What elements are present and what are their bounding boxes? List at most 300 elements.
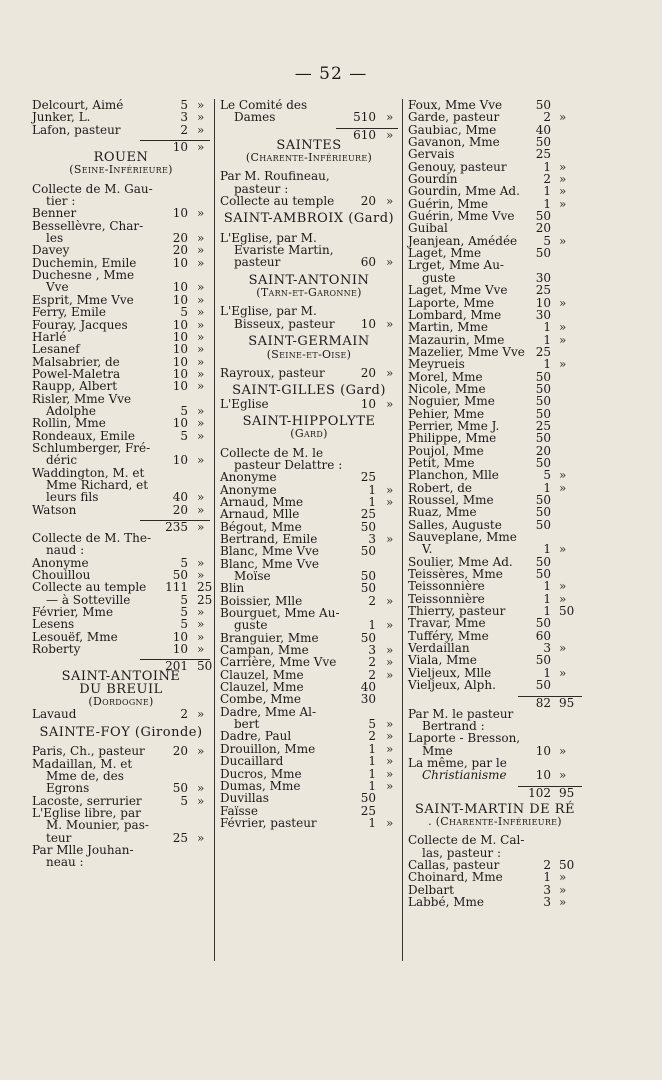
amount-centimes: » (559, 233, 567, 248)
donor-entry-continuation (32, 819, 210, 831)
amount-francs: 1 (368, 778, 376, 793)
amount-centimes: » (386, 593, 394, 608)
amount-centimes: 50 (559, 604, 575, 619)
amount-centimes: » (386, 316, 394, 331)
amount-francs: 10 (172, 280, 188, 295)
donor-entry (32, 643, 210, 655)
donor-name: Egrons (46, 781, 90, 796)
donor-name: Esprit, Mme Vve (32, 292, 134, 307)
donor-name: Faïsse (220, 803, 258, 818)
donor-entry (408, 708, 582, 720)
page-number: — 52 — (294, 64, 368, 84)
section-heading: SAINTE-FOY (Gironde) (39, 724, 203, 740)
donor-entry (408, 222, 582, 234)
donor-name: Blanc, Mme Vve (220, 556, 320, 571)
donor-entry-continuation (32, 281, 210, 293)
donor-name: Davey (32, 243, 70, 258)
amount-francs: 5 (543, 468, 551, 483)
donor-name: leurs fils (46, 490, 99, 505)
subtotal (408, 692, 582, 708)
donor-name: Martin, Mme (408, 320, 488, 335)
donor-name: Perrier, Mme J. (408, 418, 500, 433)
donor-entry (408, 469, 582, 481)
donor-name: Roberty (32, 642, 81, 657)
amount-francs: 50 (535, 209, 551, 224)
donor-entry (32, 708, 210, 720)
donor-name: Powel-Maletra (32, 366, 121, 381)
amount-francs: 3 (368, 643, 376, 658)
amount-centimes: » (386, 194, 394, 209)
donor-name: Boissier, Mlle (220, 593, 303, 608)
donor-entry (408, 284, 582, 296)
donor-name: Planchon, Mlle (408, 468, 499, 483)
donor-name: Lafon, pasteur (32, 122, 121, 137)
donor-name: Blanc, Mme Vve (220, 544, 320, 559)
amount-francs: 25 (535, 147, 551, 162)
donor-entry (220, 508, 398, 520)
amount-centimes: » (559, 468, 567, 483)
donor-entry (32, 244, 210, 256)
donor-name: Vve (46, 280, 69, 295)
donor-name: Duvillas (220, 791, 269, 806)
donor-name: Par M. le pasteur (408, 706, 514, 721)
donor-name: Lrget, Mme Au- (408, 258, 504, 273)
amount-francs: 50 (535, 406, 551, 421)
subtotal-centimes: » (197, 520, 205, 534)
subtotal (408, 782, 582, 798)
donor-entry (32, 417, 210, 429)
amount-francs: 5 (180, 793, 188, 808)
column-middle (220, 99, 398, 829)
donor-name: Ducaillard (220, 754, 284, 769)
amount-centimes: » (559, 159, 567, 174)
donor-name: Le Comité des (220, 98, 308, 112)
donor-name: Tufféry, Mme (408, 628, 489, 643)
amount-francs: 1 (368, 766, 376, 781)
amount-francs: 60 (360, 255, 376, 270)
donor-name: Anonyme (220, 482, 277, 497)
donor-name: Par Mlle Jouhan- (32, 842, 134, 857)
donor-name: Laporte - Bresson, (408, 731, 521, 746)
amount-centimes: 25 (197, 592, 213, 607)
amount-francs: 1 (368, 494, 376, 509)
amount-centimes: » (197, 428, 205, 443)
donor-name: Collecte de M. Cal- (408, 833, 525, 848)
donor-name: Pehier, Mme (408, 406, 485, 421)
amount-centimes: » (559, 184, 567, 199)
donor-name: Petit, Mme (408, 455, 475, 470)
amount-francs: 20 (535, 443, 551, 458)
amount-centimes: » (197, 642, 205, 657)
subtotal (32, 655, 213, 674)
donor-name: Verdaillan (408, 641, 470, 656)
donor-name: Guérin, Mme Vve (408, 209, 515, 224)
amount-francs: 5 (180, 403, 188, 418)
donor-entry-continuation (220, 111, 398, 123)
donor-entry (408, 679, 582, 691)
section-region: . (Charente-Inférieure) (428, 814, 562, 828)
donor-name: las, pasteur : (422, 845, 502, 860)
amount-francs: 50 (360, 581, 376, 596)
donor-entry (408, 654, 582, 666)
amount-francs: 25 (535, 418, 551, 433)
donor-entry (220, 582, 398, 594)
donor-name: Chouillou (32, 568, 91, 583)
amount-francs: 510 (353, 110, 376, 125)
donor-name: naud : (46, 543, 85, 558)
amount-centimes: » (386, 531, 394, 546)
donor-name: Moïse (234, 569, 271, 583)
amount-centimes: 25 (197, 580, 213, 595)
donor-name: Bisseux, pasteur (234, 316, 335, 331)
amount-centimes: » (559, 357, 567, 372)
donor-name: Collecte de M. le (220, 445, 324, 460)
amount-francs: 50 (535, 455, 551, 470)
amount-francs: 3 (543, 882, 551, 897)
amount-francs: 3 (180, 110, 188, 125)
amount-centimes: » (559, 110, 567, 125)
amount-centimes: » (559, 591, 567, 606)
amount-centimes: » (386, 754, 394, 769)
subtotal-centimes: 95 (559, 695, 575, 710)
amount-francs: 50 (535, 246, 551, 261)
donor-entry (32, 745, 210, 757)
amount-francs: 2 (368, 655, 376, 670)
donor-name: Watson (32, 502, 77, 517)
amount-centimes: » (386, 396, 394, 411)
amount-centimes: » (386, 655, 394, 670)
amount-centimes: » (197, 707, 205, 722)
amount-centimes: » (386, 618, 394, 633)
amount-francs: 2 (368, 667, 376, 682)
donor-entry (32, 124, 210, 136)
amount-francs: 1 (543, 320, 551, 335)
amount-francs: 25 (360, 507, 376, 522)
donor-name: Guérin, Mme (408, 196, 489, 211)
amount-francs: 2 (368, 593, 376, 608)
donor-name: Genouy, pasteur (408, 159, 507, 174)
donor-name: Anonyme (32, 555, 89, 570)
amount-centimes: » (197, 206, 205, 221)
donor-entry-continuation (32, 856, 210, 868)
amount-francs: 1 (543, 357, 551, 372)
donor-name: Ducros, Mme (220, 766, 302, 781)
amount-centimes: » (197, 617, 205, 632)
donor-name: Laporte, Mme (408, 295, 495, 310)
amount-centimes: » (197, 231, 205, 246)
donor-name: Rondeaux, Emile (32, 428, 135, 443)
donor-entry-continuation (32, 491, 210, 503)
donor-name: bert (234, 717, 260, 732)
amount-francs: 10 (172, 317, 188, 332)
amount-centimes: » (197, 793, 205, 808)
amount-centimes: » (559, 579, 567, 594)
amount-centimes: » (197, 255, 205, 270)
subtotal-francs: 610 (353, 127, 376, 142)
amount-francs: 10 (172, 642, 188, 657)
section-heading: SAINT-MARTIN DE RÉ (414, 801, 576, 817)
amount-francs: 50 (535, 678, 551, 693)
donor-name: Meyrueis (408, 357, 465, 372)
donor-name: Duchesne , Mme (32, 268, 135, 283)
amount-francs: 2 (180, 122, 188, 137)
section-heading: SAINTES (276, 137, 342, 153)
donor-name: Clauzel, Mme (220, 667, 304, 682)
donor-entry (32, 343, 210, 355)
donor-name: Branguier, Mme (220, 630, 319, 645)
amount-francs: 10 (360, 316, 376, 331)
donor-name: L'Eglise libre, par (32, 805, 141, 820)
section-region: (Tarn-et-Garonne) (256, 286, 362, 300)
amount-francs: 1 (368, 741, 376, 756)
amount-francs: 10 (172, 379, 188, 394)
donor-name: Schlumberger, Fré- (32, 440, 151, 455)
amount-francs: 20 (172, 744, 188, 759)
amount-francs: 40 (360, 680, 376, 695)
donor-name: Ferry, Emile (32, 305, 106, 320)
amount-centimes: » (197, 490, 205, 505)
section-heading: SAINT-GERMAIN (248, 334, 370, 350)
amount-francs: 1 (543, 480, 551, 495)
amount-centimes: » (197, 317, 205, 332)
donor-entry (220, 398, 398, 410)
amount-francs: 3 (543, 641, 551, 656)
amount-francs: 10 (172, 629, 188, 644)
section-region: (Charente-Inférieure) (245, 151, 373, 165)
donor-name: Mme de, des (46, 768, 124, 783)
amount-francs: 50 (535, 554, 551, 569)
donor-name: Mme (422, 743, 453, 758)
amount-centimes: » (559, 295, 567, 310)
amount-francs: 50 (535, 135, 551, 150)
amount-francs: 5 (180, 617, 188, 632)
amount-francs: 20 (172, 502, 188, 517)
subtotal-centimes: 50 (197, 659, 213, 674)
amount-francs: 50 (535, 616, 551, 631)
donor-name: Paris, Ch., pasteur (32, 744, 145, 759)
amount-centimes: » (197, 568, 205, 583)
donor-name: Morel, Mme (408, 369, 483, 384)
amount-centimes: » (559, 882, 567, 897)
amount-centimes: » (559, 870, 567, 885)
donor-entry-continuation (220, 619, 398, 631)
amount-centimes: » (197, 342, 205, 357)
donor-name: Delcourt, Aimé (32, 98, 124, 112)
donor-name: Rollin, Mme (32, 416, 106, 431)
amount-francs: 1 (368, 815, 376, 830)
donor-name: V. (422, 542, 433, 557)
amount-francs: 25 (360, 470, 376, 485)
amount-centimes: » (386, 482, 394, 497)
amount-centimes: » (559, 196, 567, 211)
amount-francs: 50 (535, 653, 551, 668)
donor-name: Bessellèvre, Char- (32, 218, 144, 233)
subtotal (32, 516, 210, 532)
donor-entry (408, 834, 582, 846)
donor-entry (220, 792, 398, 804)
subtotal-centimes: » (197, 140, 205, 155)
donor-name: L'Eglise (220, 396, 269, 411)
section-region: (Seine-et-Oise) (266, 347, 352, 361)
amount-francs: 10 (172, 342, 188, 357)
donor-name: Vieljeux, Mlle (408, 665, 492, 680)
amount-centimes: » (386, 667, 394, 682)
donor-name: Sauveplane, Mme (408, 530, 517, 545)
donor-name: Dumas, Mme (220, 778, 301, 793)
amount-francs: 3 (543, 894, 551, 909)
amount-francs: 50 (535, 567, 551, 582)
donor-name: Lacoste, serrurier (32, 793, 142, 808)
donor-entry (32, 580, 213, 595)
amount-francs: 10 (172, 416, 188, 431)
donor-entry (408, 432, 582, 444)
donor-entry (408, 871, 582, 883)
donor-entry-continuation (220, 256, 398, 268)
column-divider (214, 99, 215, 961)
column-divider (402, 99, 403, 961)
amount-francs: 10 (172, 329, 188, 344)
amount-centimes: » (559, 665, 567, 680)
donor-name: Robert, de (408, 480, 473, 495)
subtotal-francs: 201 (165, 659, 188, 674)
donor-name: Fouray, Jacques (32, 317, 128, 332)
donor-entry-continuation (408, 543, 582, 555)
donor-name: La même, par le (408, 755, 507, 770)
donor-name: Teissonnière (408, 591, 485, 606)
amount-francs: 2 (180, 707, 188, 722)
donor-entry (220, 768, 398, 780)
amount-francs: 111 (165, 580, 188, 595)
donor-name: Evariste Martin, (234, 243, 334, 258)
amount-francs: 60 (535, 628, 551, 643)
amount-francs: 1 (368, 754, 376, 769)
amount-centimes: » (197, 243, 205, 258)
amount-centimes: » (197, 379, 205, 394)
donor-name: — à Sotteville (46, 592, 131, 607)
donor-name: Thierry, pasteur (408, 604, 506, 619)
donor-name: L'Eglise, par M. (220, 230, 317, 245)
donor-name: Laget, Mme (408, 246, 482, 261)
donor-name: Bourguet, Mme Au- (220, 606, 340, 621)
amount-francs: 5 (368, 717, 376, 732)
amount-francs: 50 (360, 544, 376, 559)
amount-francs: 3 (368, 531, 376, 546)
donor-name: Travar, Mme (408, 616, 486, 631)
amount-centimes: » (386, 365, 394, 380)
donor-entry (220, 471, 398, 483)
donor-name: Harlé (32, 329, 67, 344)
amount-francs: 1 (543, 604, 551, 619)
amount-centimes: » (197, 781, 205, 796)
amount-centimes: 50 (559, 857, 575, 872)
amount-francs: 50 (172, 781, 188, 796)
donor-name: Par M. Roufineau, (220, 169, 330, 184)
section-heading: SAINT-HIPPOLYTE (242, 413, 376, 429)
subtotal-centimes: 95 (559, 785, 575, 800)
donor-name: Rayroux, pasteur (220, 365, 325, 380)
amount-francs: 10 (360, 396, 376, 411)
donor-entry (408, 321, 582, 333)
amount-centimes: » (197, 830, 205, 845)
amount-centimes: » (197, 502, 205, 517)
donor-entry (408, 617, 582, 629)
donor-entry (220, 367, 398, 379)
amount-francs: 1 (543, 591, 551, 606)
amount-francs: 10 (535, 743, 551, 758)
amount-centimes: » (386, 717, 394, 732)
donor-name: Arnaud, Mlle (220, 507, 300, 522)
donor-name: Collecte de M. Gau- (32, 181, 153, 196)
donor-name: Vieljeux, Alph. (408, 678, 496, 693)
donor-entry-continuation (32, 544, 210, 556)
donor-name: Nicole, Mme (408, 381, 486, 396)
amount-francs: 25 (172, 830, 188, 845)
donor-entry (408, 111, 582, 123)
donor-entry (408, 185, 582, 197)
amount-centimes: » (197, 305, 205, 320)
amount-francs: 2 (543, 857, 551, 872)
section-region: (Gard) (290, 427, 328, 441)
donor-name: Foux, Mme Vve (408, 98, 503, 112)
amount-francs: 10 (172, 292, 188, 307)
subtotal-francs: 235 (165, 520, 188, 534)
donor-name: Guibal (408, 221, 448, 236)
donor-entry (220, 170, 398, 182)
donor-name: Dadre, Paul (220, 729, 292, 744)
donor-name: Collecte au temple (32, 580, 147, 595)
donor-entry (32, 618, 210, 630)
amount-francs: 50 (535, 431, 551, 446)
donor-name: guste (234, 618, 268, 633)
subtotal-francs: 82 (535, 695, 551, 710)
amount-francs: 50 (535, 394, 551, 409)
amount-centimes: » (559, 641, 567, 656)
amount-francs: 10 (172, 354, 188, 369)
donor-entry (220, 545, 398, 557)
section-heading: SAINT-ANTONIN (248, 272, 370, 288)
amount-centimes: » (197, 354, 205, 369)
donor-name: Laget, Mme Vve (408, 283, 508, 298)
amount-francs: 2 (543, 110, 551, 125)
amount-centimes: » (386, 766, 394, 781)
donor-name: Campan, Mme (220, 643, 309, 658)
section-heading: SAINT-ANTOINE (61, 669, 181, 685)
amount-francs: 2 (368, 729, 376, 744)
donor-name: Soulier, Mme Ad. (408, 554, 513, 569)
amount-francs: 1 (543, 579, 551, 594)
subtotal-francs: 10 (172, 140, 188, 155)
donor-name: pasteur Delattre : (234, 457, 343, 472)
donor-name: tier : (46, 194, 76, 209)
amount-francs: 50 (535, 505, 551, 520)
donor-name: Lesanef (32, 342, 80, 357)
subtotal-centimes: » (386, 127, 394, 142)
amount-francs: 5 (180, 605, 188, 620)
amount-francs: 20 (535, 221, 551, 236)
donor-name: Teissonnière (408, 579, 485, 594)
donor-entry (32, 207, 210, 219)
donor-entry (408, 506, 582, 518)
donor-name: Junker, L. (32, 110, 91, 125)
donor-name: guste (422, 270, 456, 285)
donor-entry (408, 395, 582, 407)
amount-francs: 20 (172, 243, 188, 258)
donor-entry (408, 580, 582, 592)
donor-name: Waddington, M. et (32, 465, 145, 480)
donor-name: Gourdin (408, 172, 458, 187)
donor-entry (220, 817, 398, 829)
amount-centimes: » (386, 778, 394, 793)
